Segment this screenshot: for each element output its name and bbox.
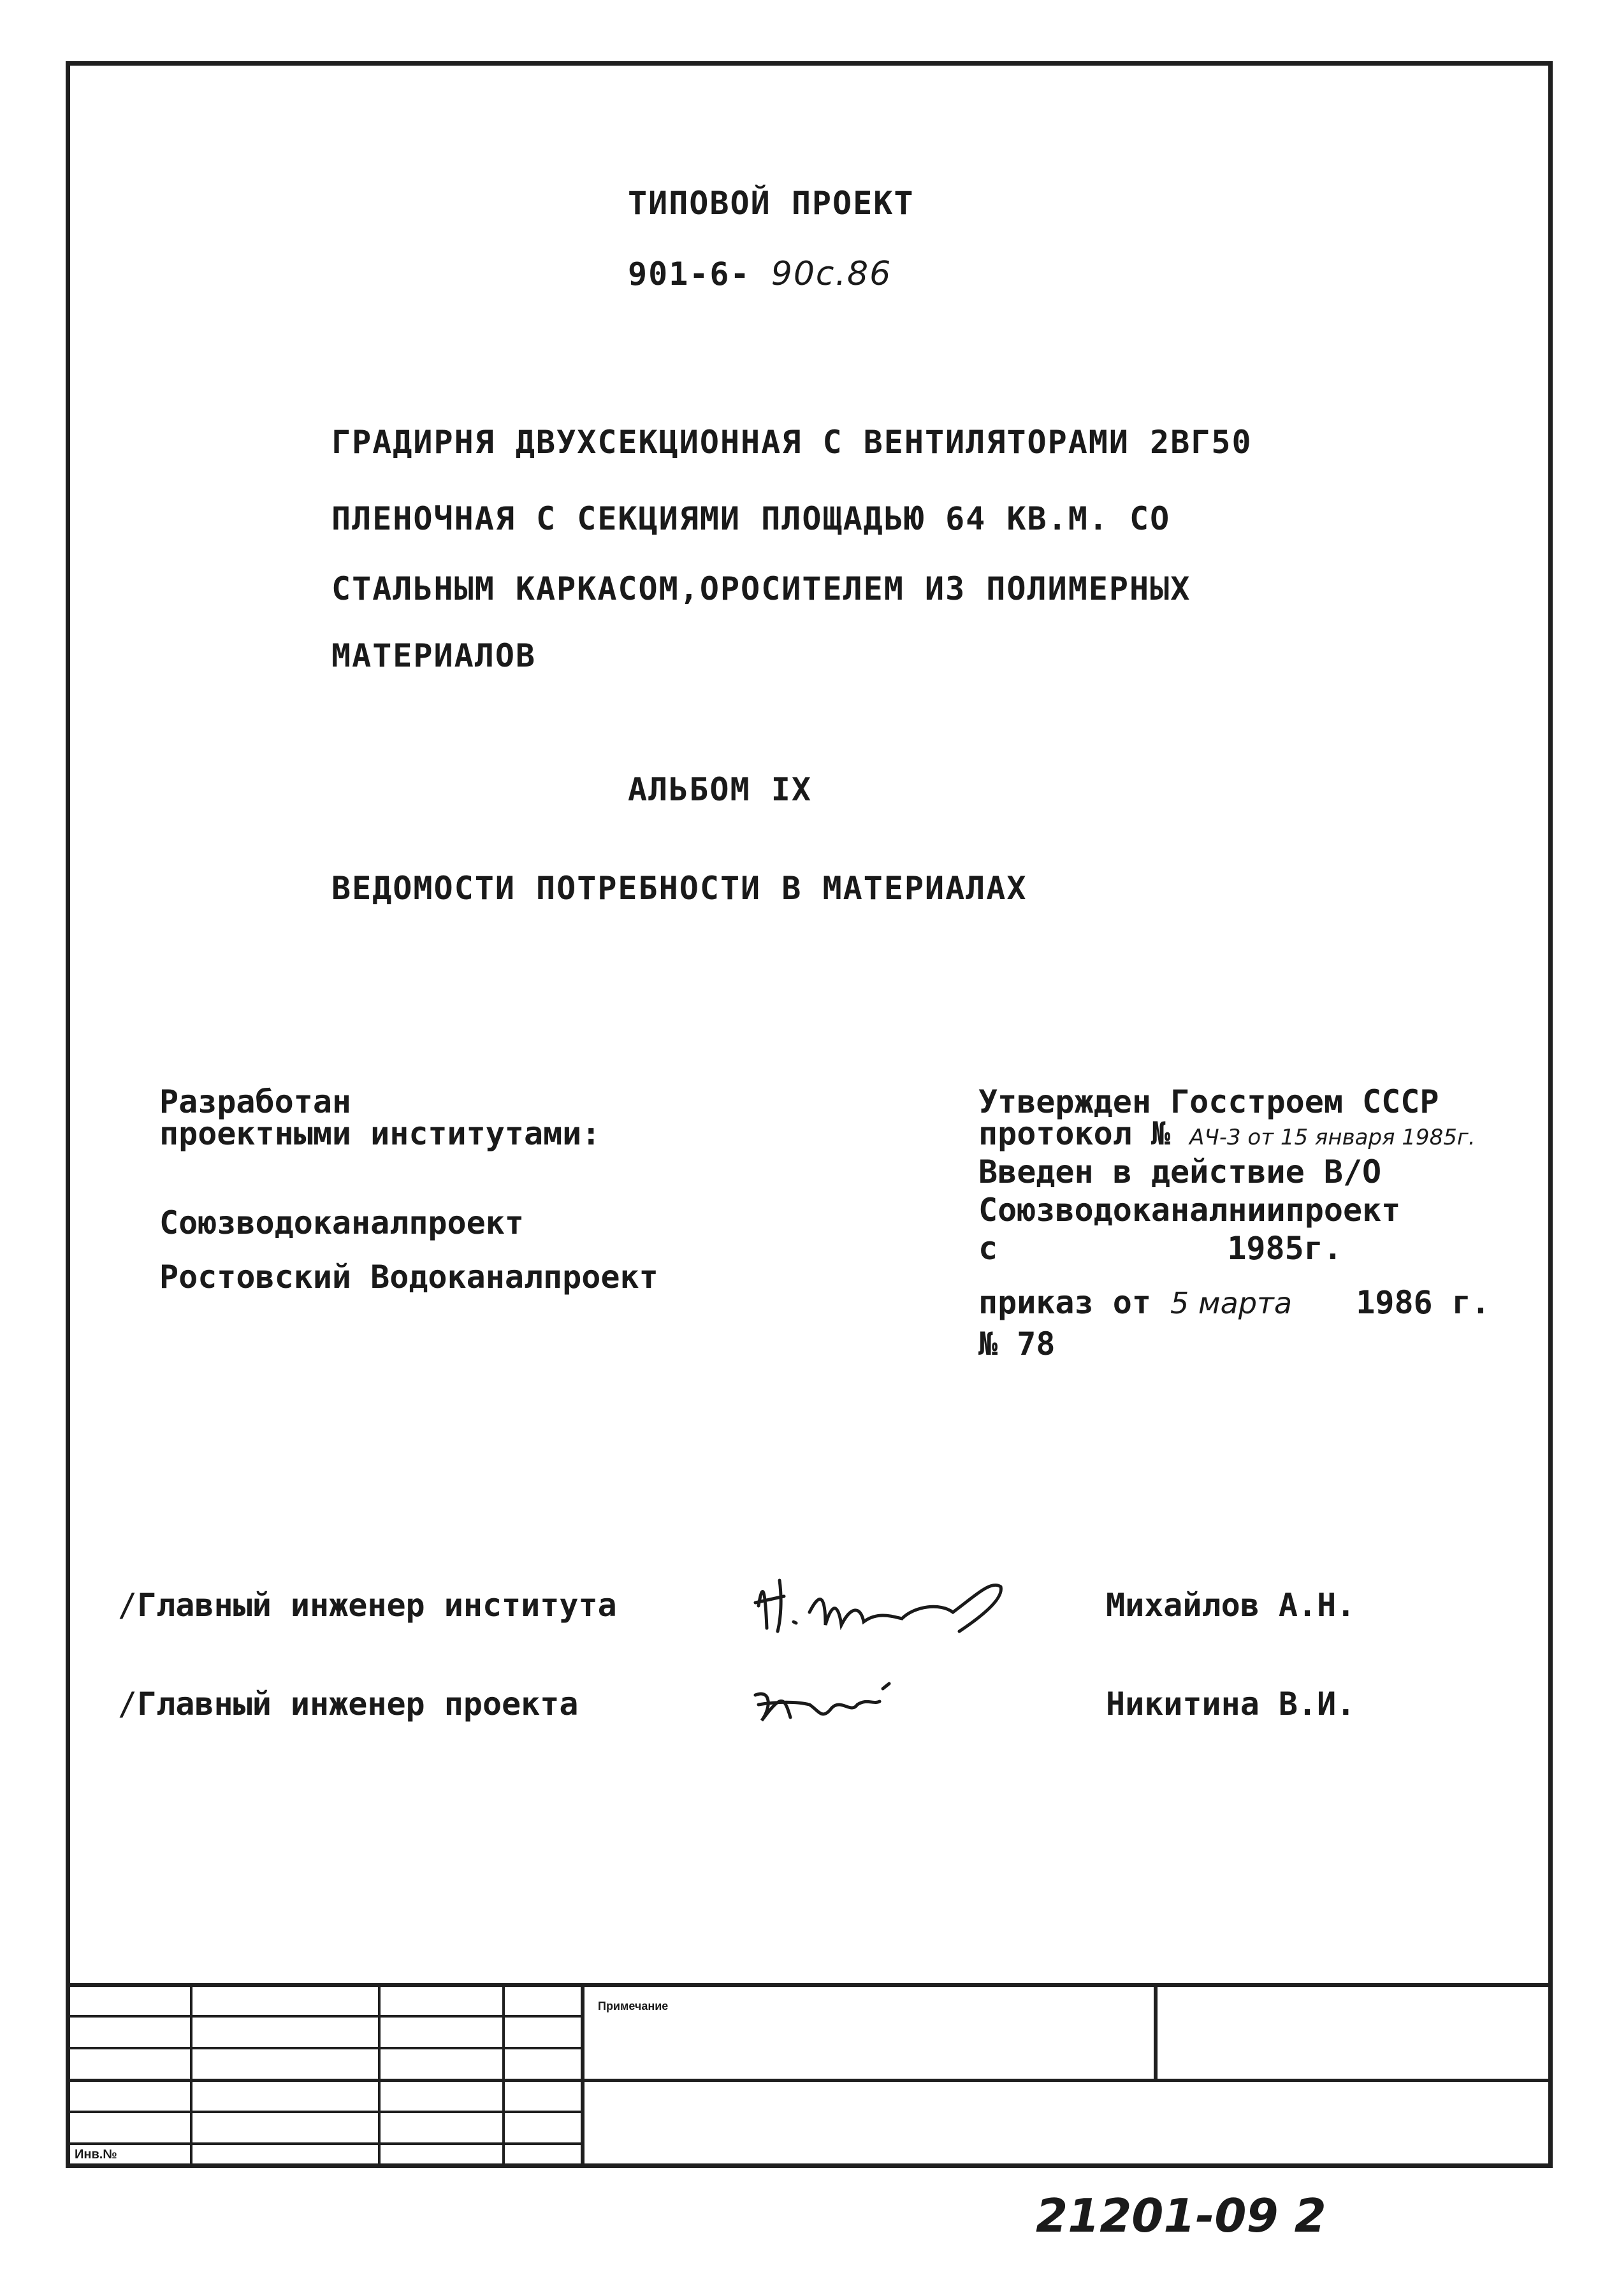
album-subtitle: ВЕДОМОСТИ ПОТРЕБНОСТИ В МАТЕРИАЛАХ <box>331 870 1027 907</box>
order-prefix: приказ от <box>978 1284 1151 1321</box>
approval-since-year: 1985г. <box>1227 1230 1342 1267</box>
signature-name-2: Никитина В.И. <box>1106 1686 1356 1722</box>
approval-line-7 <box>978 1325 1055 1362</box>
developed-line-2: проектными институтами: <box>159 1115 601 1152</box>
stamp-inventory-label: Инв.№ <box>75 2148 117 2162</box>
title-line-4: МАТЕРИАЛОВ <box>331 637 537 674</box>
document-code: 21201-09 2 <box>1036 2189 1326 2242</box>
title-line-2: ПЛЕНОЧНАЯ С СЕКЦИЯМИ ПЛОЩАДЬЮ 64 КВ.М. СО <box>331 500 1171 537</box>
approval-line-1: Утвержден Госстроем СССР <box>978 1083 1439 1120</box>
approval-line-3: Введен в действие В/О <box>978 1153 1382 1190</box>
signature-role-1: /Главный инженер института <box>118 1587 617 1624</box>
title-line-3: СТАЛЬНЫМ КАРКАСОМ,ОРОСИТЕЛЕМ ИЗ ПОЛИМЕРНЫХ <box>331 570 1191 607</box>
signature-name-1: Михайлов А.Н. <box>1106 1587 1356 1624</box>
album-label: АЛЬБОМ IX <box>628 771 812 808</box>
project-number <box>628 255 892 293</box>
project-number-handwritten: 90с.86 <box>771 255 892 293</box>
approval-line-2 <box>978 1115 1476 1152</box>
signature-role-2: /Главный инженер проекта <box>118 1686 579 1722</box>
order-number-prefix: № <box>978 1325 998 1362</box>
approval-line-5 <box>978 1230 1342 1267</box>
developer-institute-2: Ростовский Водоканалпроект <box>159 1259 658 1296</box>
approval-since-prefix: с <box>978 1230 998 1267</box>
approval-line-4: Союзводоканалниипроект <box>978 1192 1401 1229</box>
order-year: 1986 г. <box>1356 1284 1490 1321</box>
developed-line-1: Разработан <box>159 1083 352 1120</box>
stamp-notes-label: Примечание <box>598 2000 669 2012</box>
signature-mikhailov-icon <box>749 1568 1029 1644</box>
signature-nikitina-icon <box>746 1670 924 1740</box>
stamp-table <box>66 1983 1553 2168</box>
approval-protocol-handwritten: АЧ-3 от 15 января 1985г. <box>1189 1125 1476 1150</box>
project-number-printed: 901-6- <box>628 256 751 292</box>
title-line-1: ГРАДИРНЯ ДВУХСЕКЦИОННАЯ С ВЕНТИЛЯТОРАМИ 2ВГ50 <box>331 424 1252 461</box>
approval-line-6 <box>978 1284 1490 1321</box>
approval-protocol-printed: протокол № <box>978 1115 1171 1152</box>
project-type-label: ТИПОВОЙ ПРОЕКТ <box>628 185 915 222</box>
developer-institute-1: Союзводоканалпроект <box>159 1204 524 1241</box>
order-date-handwritten: 5 марта <box>1170 1286 1293 1320</box>
order-number: 78 <box>1017 1325 1056 1362</box>
